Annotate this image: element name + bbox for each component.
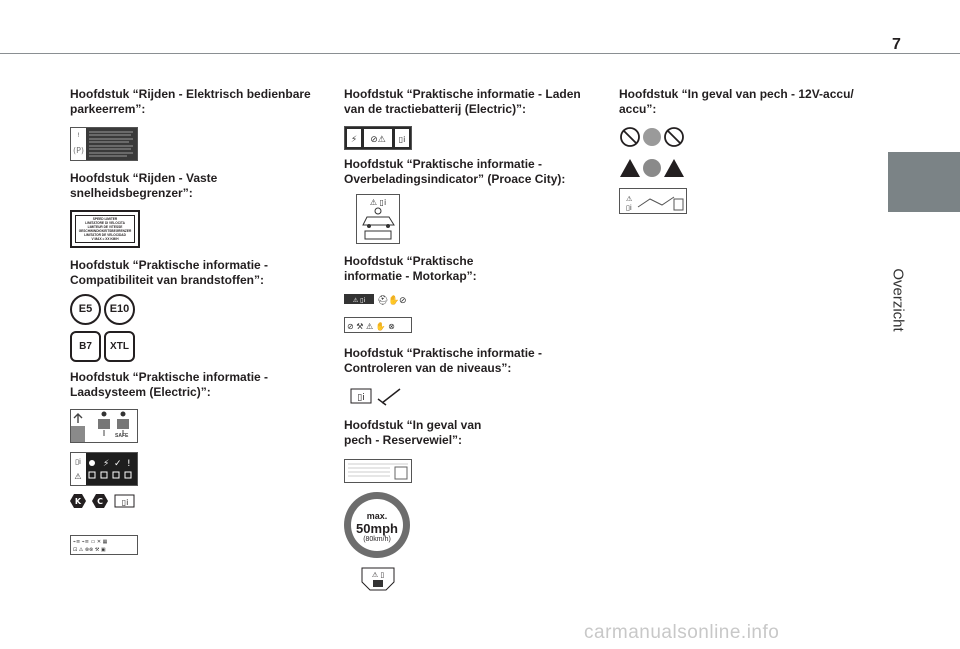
- page-number: 7: [892, 36, 901, 53]
- svg-text:!: !: [127, 459, 131, 469]
- battery-info-label: [619, 188, 687, 214]
- watermark: carmanualsonline.info: [584, 622, 780, 643]
- fuel-xtl-icon: XTL: [104, 331, 135, 362]
- header-rule: [0, 53, 960, 54]
- safe-text: SAFE: [115, 433, 129, 439]
- battery-prohibition-icons: [619, 126, 685, 148]
- svg-text:⚡: ⚡: [103, 459, 110, 469]
- svg-text:⚠ ▯i: ⚠ ▯i: [369, 198, 387, 207]
- parking-brake-label-icon: [70, 127, 138, 161]
- charging-status-label: [70, 452, 138, 486]
- svg-text:⚠ ▯i: ⚠ ▯i: [352, 297, 366, 304]
- c1-heading-parking-brake: Hoofdstuk “Rijden - Elektrisch bedienbare parkeerrem”:: [70, 87, 311, 116]
- c2-heading-spare-wheel: Hoofdstuk “In geval van pech - Reservewiel”:: [344, 418, 482, 447]
- svg-text:(P): (P): [72, 146, 85, 155]
- fuel-e10-icon: E10: [104, 294, 135, 325]
- spare-wheel-label: [344, 459, 412, 483]
- svg-text:▯i: ▯i: [626, 204, 632, 212]
- svg-text:⊡ ⚠ ⊗⊗ ⚒ ▣: ⊡ ⚠ ⊗⊗ ⚒ ▣: [73, 547, 106, 553]
- fuel-b7-icon: B7: [70, 331, 101, 362]
- svg-text:⚠ ▯: ⚠ ▯: [371, 571, 385, 579]
- svg-text:!: !: [77, 132, 80, 139]
- svg-text:⊘: ⊘: [399, 296, 407, 306]
- svg-text:K: K: [74, 497, 82, 506]
- connector-type-icons: [70, 493, 136, 509]
- svg-text:⚡: ⚡: [350, 135, 358, 145]
- svg-text:⊘⚠: ⊘⚠: [370, 135, 386, 145]
- svg-text:▯i: ▯i: [398, 135, 406, 144]
- tyre-info-tag-icon: [360, 566, 396, 592]
- speed-limit-sign: [344, 492, 410, 558]
- c3-heading-battery: Hoofdstuk “In geval van pech - 12V-accu/ accu”:: [619, 87, 854, 116]
- svg-text:⚠: ⚠: [626, 195, 633, 203]
- svg-text:⌁≡ ⌁≡ ▭ ✕ ▦: ⌁≡ ⌁≡ ▭ ✕ ▦: [73, 539, 108, 545]
- svg-text:✋: ✋: [388, 296, 400, 306]
- speed-kmh-text: (80km/h): [363, 536, 391, 543]
- c2-heading-levels: Hoofdstuk “Praktische informatie - Controleren van de niveaus”:: [344, 346, 543, 375]
- speed-value-text: 50mph: [356, 521, 398, 536]
- speed-limiter-label: SPEED LIMITER LIMITATORE DI VELOCITA LIMITEUR DE VITESSE GESCHWINDIGKEITSBEGRENZER LIMITATOR DE VELOCIDAD V MAX = XX KM/H: [70, 210, 140, 248]
- speed-max-text: max.: [366, 511, 388, 521]
- c1-heading-charging-system: Hoofdstuk “Praktische informatie - Laadsysteem (Electric)”:: [70, 370, 269, 399]
- svg-text:✓: ✓: [114, 459, 122, 469]
- c1-heading-speed-limiter: Hoofdstuk “Rijden - Vaste snelheidsbegrenzer”:: [70, 171, 218, 200]
- overload-indicator-label: [356, 194, 400, 244]
- svg-text:⚠: ⚠: [74, 472, 82, 481]
- c1-heading-fuel-compat: Hoofdstuk “Praktische informatie - Compatibiliteit van brandstoffen”:: [70, 258, 269, 287]
- bonnet-icons-row1: [344, 290, 410, 306]
- svg-text:▯i: ▯i: [357, 393, 365, 403]
- fuel-e5-icon: E5: [70, 294, 101, 325]
- svg-text:C: C: [97, 497, 103, 506]
- side-tab-label: Overzicht: [889, 268, 907, 332]
- bonnet-icons-row2: [344, 317, 412, 333]
- side-tab-label-wrap: [886, 250, 910, 350]
- battery-warning-icons: [619, 157, 685, 179]
- side-tab: [888, 152, 960, 212]
- svg-text:▯i: ▯i: [121, 498, 129, 507]
- charging-safety-label: [70, 409, 138, 443]
- c2-heading-bonnet: Hoofdstuk “Praktische informatie - Motorkap”:: [344, 254, 477, 283]
- svg-text:⛑: ⛑: [377, 296, 389, 306]
- charging-info-label: [70, 535, 138, 555]
- levels-icons: [350, 385, 406, 407]
- c2-heading-charging-battery: Hoofdstuk “Praktische informatie - Laden van de tractiebatterij (Electric)”:: [344, 87, 581, 116]
- c2-heading-overload: Hoofdstuk “Praktische informatie - Overbeladingsindicator” (Proace City):: [344, 157, 566, 186]
- svg-text:⊘ ⚒ ⚠ ✋ ⊗: ⊘ ⚒ ⚠ ✋ ⊗: [347, 322, 395, 331]
- svg-text:▯i: ▯i: [75, 458, 81, 466]
- charging-battery-label: [344, 126, 412, 150]
